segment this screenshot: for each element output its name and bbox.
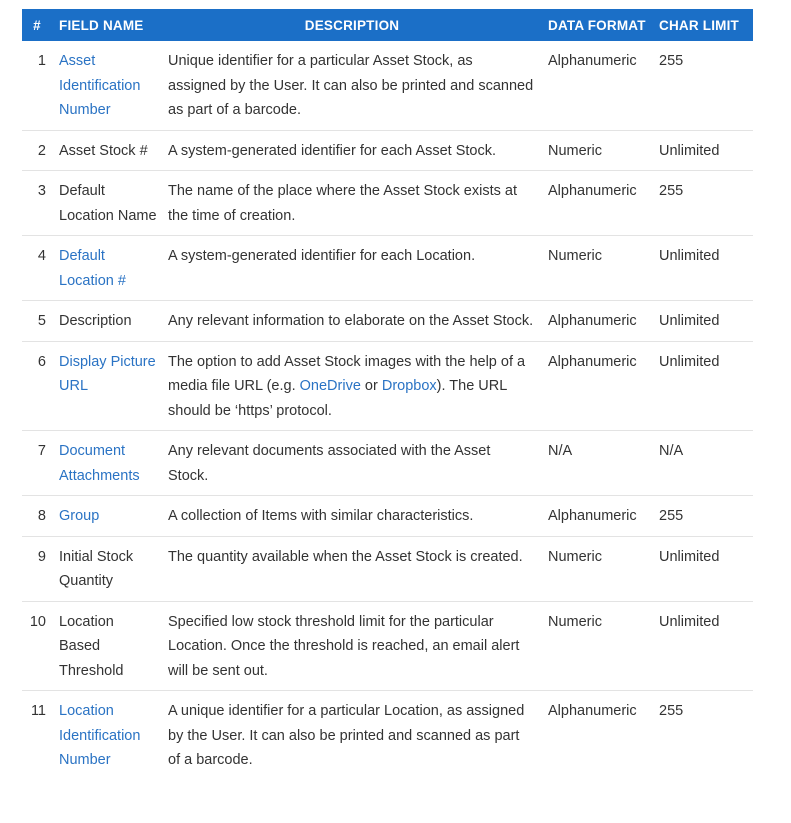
field-name-cell (52, 41, 162, 130)
data-format-cell: Numeric (542, 130, 652, 171)
row-number: 10 (22, 601, 52, 691)
table-header (22, 9, 753, 41)
table-body (22, 41, 753, 780)
field-name-cell (52, 536, 162, 601)
description-cell (162, 341, 542, 431)
field-name-text: Asset Stock # (59, 142, 148, 159)
field-name-cell (52, 431, 162, 496)
description-cell: The quantity available when the Asset Stock is created. (162, 536, 542, 601)
field-name-cell (52, 496, 162, 537)
table-row (22, 431, 753, 496)
description-cell: Any relevant information to elaborate on the Asset Stock. (162, 301, 542, 342)
table-row (22, 236, 753, 301)
field-name-cell (52, 691, 162, 780)
data-format-cell: Numeric (542, 536, 652, 601)
char-limit-cell: Unlimited (652, 301, 753, 342)
char-limit-cell: 255 (659, 703, 684, 719)
row-number: 9 (22, 536, 52, 601)
char-limit-cell: Unlimited (652, 601, 753, 691)
description-cell: The name of the place where the Asset Stock exists at the time of creation. (162, 171, 542, 236)
field-name-cell (52, 236, 162, 301)
char-limit-cell: Unlimited (652, 536, 753, 601)
description-text: The option to add Asset Stock images with the help of a media file URL (e.g. (168, 353, 526, 394)
field-name-text: Description (59, 313, 132, 329)
header-row (22, 9, 753, 41)
description-cell: A system-generated identifier for each Asset Stock. (162, 130, 542, 171)
description-cell: Any relevant documents associated with the Asset Stock. (162, 431, 542, 496)
description-cell: Unique identifier for a particular Asset Stock, as assigned by the User. It can also be printed and scanned as part of a barcode. (162, 41, 542, 130)
description-text: ). The URL should be ‘https’ protocol. (168, 378, 507, 419)
description-cell: Specified low stock threshold limit for the particular Location. Once the threshold is reached, an email alert will be sent out. (162, 601, 542, 691)
table-row (22, 301, 753, 342)
data-format-cell: Alphanumeric (542, 496, 652, 537)
description-cell: A unique identifier for a particular Location, as assigned by the User. It can also be printed and scanned as part of a barcode. (168, 703, 525, 768)
field-name-link[interactable]: Display Picture URL (59, 353, 156, 394)
row-number: 7 (22, 431, 52, 496)
data-format-cell: Alphanumeric (542, 341, 652, 431)
data-format-cell: Alphanumeric (542, 171, 652, 236)
header-number: # (22, 9, 52, 41)
char-limit-cell: 255 (652, 41, 753, 130)
field-name-link[interactable]: Document Attachments (59, 443, 140, 484)
description-text: or (360, 378, 382, 394)
table-row (22, 341, 753, 431)
header-data-format: DATA FORMAT (542, 9, 652, 41)
row-number: 4 (22, 236, 52, 301)
char-limit-cell: Unlimited (652, 341, 753, 431)
field-name-text: Initial Stock Quantity (59, 548, 134, 589)
row-number: 2 (22, 130, 52, 171)
field-name-text: Location Based Threshold (59, 613, 124, 679)
char-limit-cell: N/A (652, 431, 753, 496)
table-row (22, 130, 753, 171)
char-limit-cell: Unlimited (652, 130, 753, 171)
data-format-cell: N/A (542, 431, 652, 496)
data-format-cell: Alphanumeric (542, 301, 652, 342)
table-row (22, 601, 753, 691)
field-name-cell (52, 130, 162, 171)
data-format-cell: Alphanumeric (548, 703, 637, 719)
row-number: 5 (22, 301, 52, 342)
data-format-cell: Numeric (542, 236, 652, 301)
row-number: 6 (22, 341, 52, 431)
row-number: 8 (22, 496, 52, 537)
table-row (22, 171, 753, 236)
table-row (22, 536, 753, 601)
table-row (22, 496, 753, 537)
description-cell: A system-generated identifier for each Location. (162, 236, 542, 301)
data-format-cell: Alphanumeric (542, 41, 652, 130)
field-name-cell (52, 601, 162, 691)
description-cell: A collection of Items with similar characteristics. (162, 496, 542, 537)
field-name-link[interactable]: Group (59, 508, 100, 524)
fields-table-container (22, 9, 753, 780)
dropbox-link[interactable]: Dropbox (381, 378, 437, 394)
char-limit-cell: 255 (652, 496, 753, 537)
fields-table (22, 9, 753, 780)
header-char-limit: CHAR LIMIT (652, 9, 753, 41)
row-number: 1 (22, 41, 52, 130)
onedrive-link[interactable]: OneDrive (299, 378, 361, 394)
header-description: DESCRIPTION (162, 9, 542, 41)
row-number: 3 (22, 171, 52, 236)
char-limit-cell: 255 (652, 171, 753, 236)
row-number: 11 (30, 703, 46, 719)
field-name-text: Default Location Name (59, 183, 157, 224)
table-row (22, 691, 753, 780)
field-name-cell (52, 171, 162, 236)
field-name-link[interactable]: Default Location # (59, 248, 126, 289)
data-format-cell: Numeric (542, 601, 652, 691)
field-name-link[interactable]: Location Identification Number (59, 703, 141, 768)
char-limit-cell: Unlimited (652, 236, 753, 301)
field-name-link[interactable]: Asset Identification Number (59, 53, 141, 118)
field-name-cell (52, 301, 162, 342)
table-row (22, 41, 753, 130)
field-name-cell (52, 341, 162, 431)
header-field-name: FIELD NAME (52, 9, 162, 41)
